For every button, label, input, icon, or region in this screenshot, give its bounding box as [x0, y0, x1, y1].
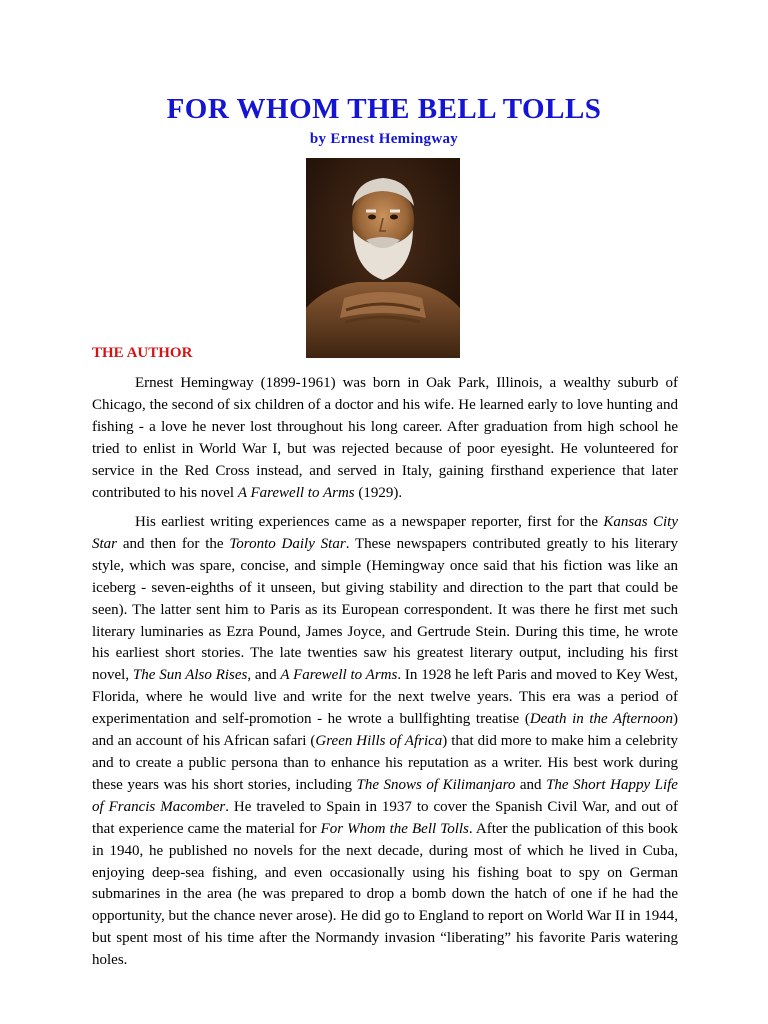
paragraph-biography-early-life	[92, 373, 678, 504]
paragraph-text: ) and an account of his African safari (	[92, 711, 678, 750]
italic-title-text: A Farewell to Arms	[237, 484, 355, 501]
paragraph-text: . These newspapers contributed greatly to his literary style, which was spare, concise, and simple (Hemingway once said that his fiction was like an iceberg - seven-eighths of it unseen, but giving stability and direction to the part that could be seen). The latter sent him to Paris as its European correspondent. It was there he first met such literary luminaries as Ezra Pound, James Joyce, and Gertrude Stein. During this time, he wrote his earliest short stories. The late twenties saw his greatest literary output, including his first novel,	[92, 535, 678, 684]
paragraph-text: , and	[247, 667, 281, 684]
italic-title-text: Kansas City Star	[92, 514, 678, 552]
italic-title-text: Green Hills of Africa	[315, 733, 443, 750]
italic-title-text: The Sun Also Rises	[132, 667, 248, 684]
document-title: FOR WHOM THE BELL TOLLS	[166, 93, 602, 125]
paragraph-text: . He traveled to Spain in 1937 to cover the Spanish Civil War, and out of that experience came the material for	[92, 798, 679, 837]
italic-title-text: A Farewell to Arms	[280, 667, 398, 684]
paragraph-text: . After the publication of this book in 1940, he published no novels for the next decade, during most of which he lived in Cuba, enjoying deep-sea fishing, and even occasionally using his fishing boat to spy on German submarines in the area (he was prepared to drop a bomb down the hatch of one if he had the opportunity, but the chance never arose). He did go to England to report on World War II in 1944, but spent most of his time after the Normandy invasion “liberating” his favorite Paris watering holes.	[92, 820, 678, 969]
italic-title-text: The Short Happy Life of Francis Macomber	[92, 776, 678, 815]
paragraph-text: ) that did more to make him a celebrity and to create a public persona than to enhance his reputation as a writer. His best work during these years was his short stories, including	[92, 733, 678, 793]
paragraph-text: His earliest writing experiences came as a newspaper reporter, first for the	[135, 514, 604, 530]
author-portrait-image	[306, 158, 460, 358]
paragraph-text: . In 1928 he left Paris and moved to Key West, Florida, where he would live and write for the next twelve years. This era was a period of experimentation and self-promotion - he wrote a bullfighting treatise (	[92, 667, 678, 728]
author-byline: by Ernest Hemingway	[309, 131, 459, 147]
paragraph-text: and	[515, 776, 547, 793]
italic-title-text: For Whom the Bell Tolls	[320, 820, 469, 837]
paragraph-text: Ernest Hemingway (1899-1961) was born in Oak Park, Illinois, a wealthy suburb of Chicago, the second of six children of a doctor and his wife. He learned early to love hunting and fishing - a love he never lost throughout his long career. After graduation from high school he tried to enlist in World War I, but was rejected because of poor eyesight. He volunteered for service in the Red Cross instead, and served in Italy, gaining firsthand experience that later contributed to his novel	[92, 375, 678, 501]
italic-title-text: Toronto Daily Star	[229, 535, 346, 552]
italic-title-text: Death in the Afternoon	[529, 711, 673, 728]
portrait-photo-icon	[306, 158, 460, 358]
italic-title-text: The Snows of Kilimanjaro	[356, 776, 516, 793]
paragraph-biography-career	[92, 512, 678, 972]
section-heading-the-author: THE AUTHOR	[92, 345, 193, 361]
paragraph-text: and then for the	[117, 535, 230, 552]
paragraph-text: (1929).	[354, 484, 403, 501]
